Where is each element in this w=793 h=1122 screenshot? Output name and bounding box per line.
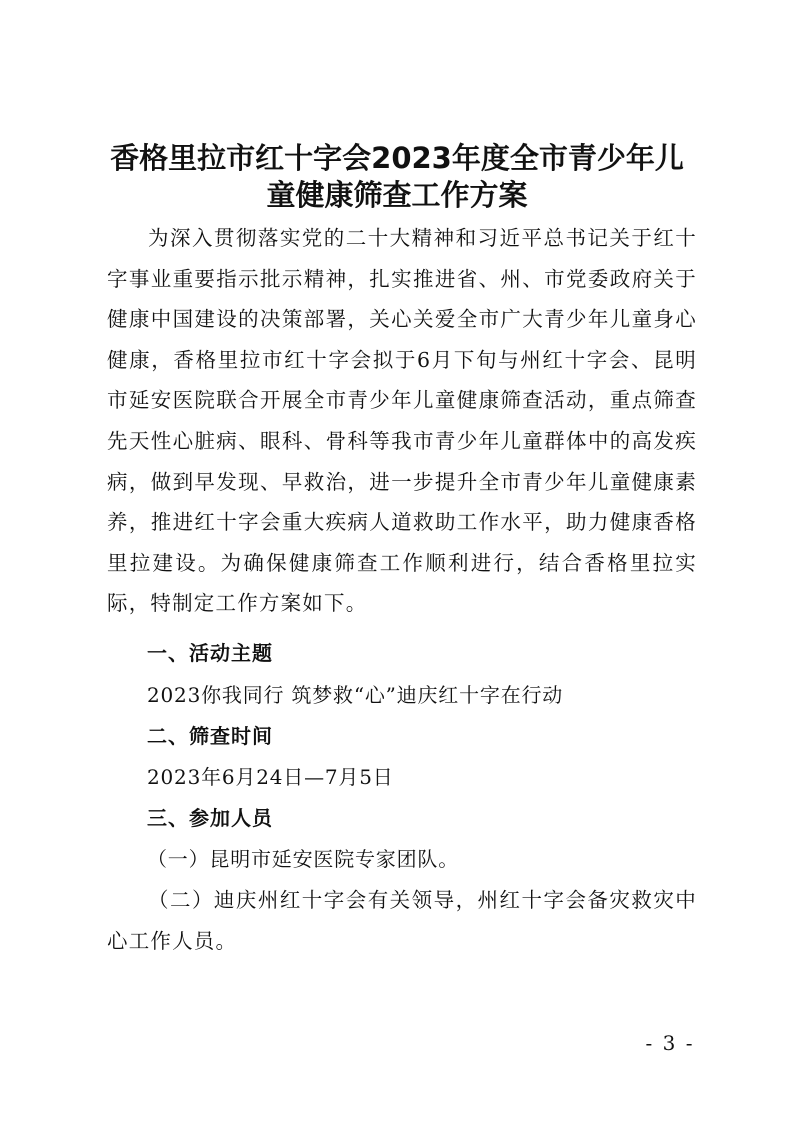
intro-paragraph: 为深入贯彻落实党的二十大精神和习近平总书记关于红十字事业重要指示批示精神，扎实推进省、州、市党委政府关于健康中国建设的决策部署，关心关爱全市广大青少年儿童身心健康，香格里拉市红十字会拟于6月下旬与州红十字会、昆明市延安医院联合开展全市青少年儿童健康筛查活动，重点筛查先天性心脏病、眼科、骨科等我市青少年儿童群体中的高发疾病，做到早发现、早救治，进一步提升全市青少年儿童健康素养，推进红十字会重大疾病人道救助工作水平，助力健康香格里拉建设。为确保健康筛查工作顺利进行，结合香格里拉实际，特制定工作方案如下。 [107,226,697,616]
section-heading-time: 二、筛查时间 [147,724,273,748]
section-content-theme: 2023你我同行 筑梦救“心”迪庆红十字在行动 [147,683,564,707]
page-number: - 3 - [645,1031,695,1055]
document-title-line-1: 香格里拉市红十字会2023年度全市青少年儿 [110,141,684,175]
participants-item-1: （一）昆明市延安医院专家团队。 [147,847,459,871]
document-title-line-2: 童健康筛查工作方案 [266,178,528,212]
participants-item-2: （二）迪庆州红十字会有关领导，州红十字会备灾救灾中心工作人员。 [107,888,697,953]
section-heading-participants: 三、参加人员 [147,806,273,830]
section-content-time: 2023年6月24日—7月5日 [147,765,394,789]
section-heading-theme: 一、活动主题 [147,641,273,665]
